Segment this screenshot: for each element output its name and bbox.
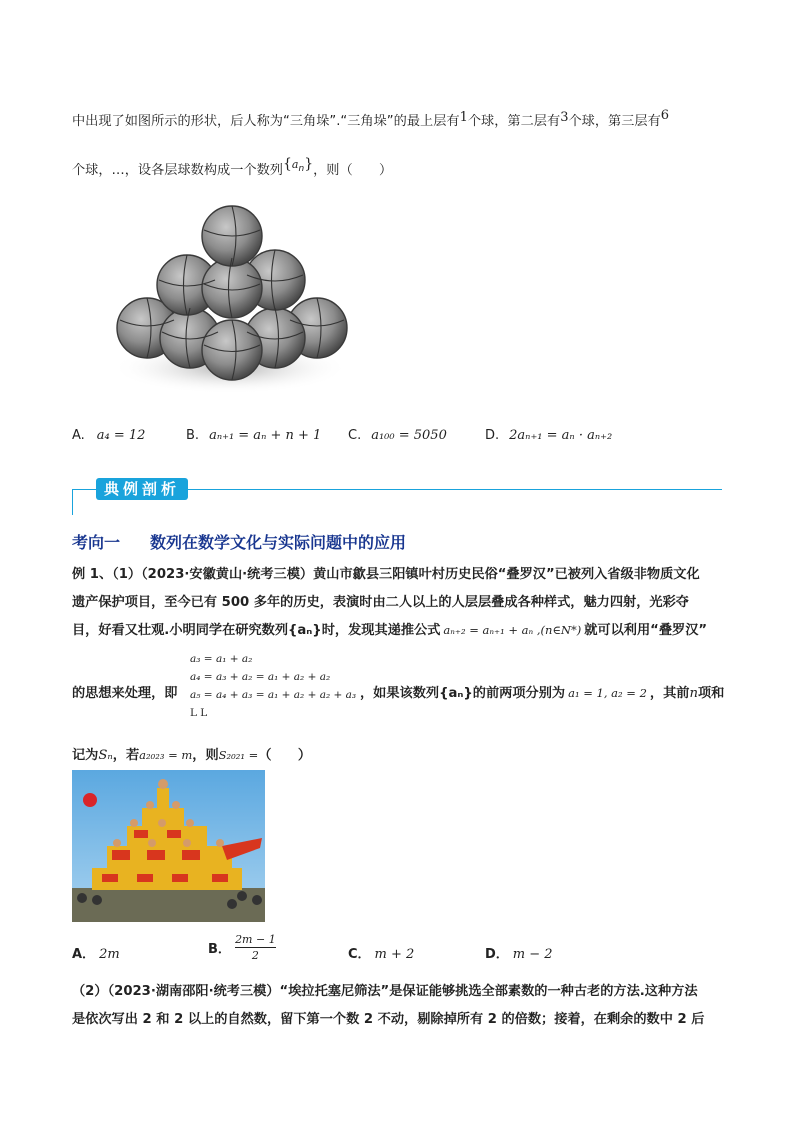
line4-text-c: 项和 <box>697 686 725 701</box>
fraction-numerator: 2m − 1 <box>235 933 276 946</box>
q1-option-c[interactable] <box>348 428 447 443</box>
line4-text-b: ，其前 <box>649 686 690 701</box>
option-expr: 2m <box>99 947 120 962</box>
num-one: 1 <box>459 110 468 125</box>
seq-brace-open: { <box>283 156 292 172</box>
equation-block <box>190 650 356 722</box>
q2-option-b[interactable] <box>208 933 276 962</box>
intro-text-d: 个球，…，设各层球数构成一个数列 <box>72 163 283 178</box>
sum-symbol: Sₙ <box>98 748 113 763</box>
query-formula: S₂₀₂₁ = <box>218 748 259 762</box>
section-tag <box>96 478 188 499</box>
intro-text-a: 中出现了如图所示的形状，后人称为“三角垛”.“三角垛”的最上层有 <box>72 114 460 129</box>
q1-option-a[interactable] <box>72 428 145 443</box>
line5-mid: ，若 <box>112 748 140 763</box>
q2-option-c[interactable] <box>348 943 414 962</box>
option-key: A. <box>72 428 85 443</box>
example1-line-2: 遗产保护项目，至今已有 500 多年的历史，表演时由二人以上的人层层叠成各种样式，魅力四射，光彩夺 <box>72 595 689 610</box>
line5-mid2: ，则 <box>192 748 219 763</box>
seq-symbol: a <box>291 158 299 171</box>
seq-subscript: n <box>298 164 305 174</box>
equation-2: a₄ = a₃ + a₂ = a₁ + a₂ + a₂ <box>190 671 331 683</box>
heading-part-2: 数列在数学文化与实际问题中的应用 <box>150 533 407 552</box>
topic-heading <box>72 530 406 553</box>
condition-formula: a₂₀₂₃ = m <box>139 748 193 762</box>
option-fraction <box>235 933 276 962</box>
line5-prefix: 记为 <box>72 748 99 763</box>
option-expr: a₄ = 12 <box>96 428 146 443</box>
line3-prefix: 目，好看又壮观.小明同学在研究数列{aₙ}时，发现其递推公式 <box>72 623 441 638</box>
num-six: 6 <box>660 108 670 123</box>
equation-ellipsis: L L <box>190 707 208 719</box>
equation-1: a₃ = a₁ + a₂ <box>190 653 253 665</box>
q2-option-a[interactable] <box>72 943 120 962</box>
option-expr: m − 2 <box>512 947 553 962</box>
option-key: C． <box>348 947 371 962</box>
equation-3: a₅ = a₄ + a₃ = a₁ + a₂ + a₂ + a₃ <box>190 689 357 701</box>
option-expr: aₙ₊₁ = aₙ + n + 1 <box>209 428 322 443</box>
intro-line-2 <box>72 156 392 178</box>
example1-line-1: 例 1、（1）（2023·安徽黄山·统考三模）黄山市歙县三阳镇叶村历史民俗“叠罗汉”已被列入省级非物质文化 <box>72 567 700 582</box>
option-key: D． <box>485 947 509 962</box>
intro-line-1 <box>72 108 669 129</box>
example1-line-5 <box>72 744 311 763</box>
option-expr: m + 2 <box>374 947 415 962</box>
initial-terms: a₁ = 1, a₂ = 2 <box>568 686 647 700</box>
line3-suffix: 就可以利用“叠罗汉” <box>584 623 708 638</box>
section-tag-label: 典例剖析 <box>96 478 188 500</box>
section-bracket <box>72 489 79 515</box>
intro-text-e: ，则（ ） <box>313 163 393 178</box>
q1-option-d[interactable] <box>485 428 612 443</box>
fraction-denominator: 2 <box>251 949 259 962</box>
q1-option-b[interactable] <box>186 428 321 443</box>
q2-option-d[interactable] <box>485 943 553 962</box>
option-key: D. <box>485 428 500 443</box>
intro-text-c: 个球，第三层有 <box>568 114 661 129</box>
recurrence-formula: aₙ₊₂ = aₙ₊₁ + aₙ ,(n∈N*) <box>443 623 582 637</box>
basketball-pyramid-image <box>110 200 350 400</box>
line5-suffix: （ ） <box>258 748 312 763</box>
human-pyramid-photo <box>72 770 265 922</box>
part2-line-1: （2）（2023·湖南邵阳·统考三模）“埃拉托塞尼筛法”是保证能够挑选全部素数的一种古老的方法.这种方法 <box>72 984 698 999</box>
line4-n: n <box>689 686 698 701</box>
example1-line-4-prefix: 的思想来处理，即 <box>72 686 178 701</box>
option-key: A． <box>72 947 96 962</box>
example1-line-4-suffix <box>360 682 724 701</box>
heading-part-1: 考向一 <box>72 533 121 552</box>
part2-line-2: 是依次写出 2 和 2 以上的自然数，留下第一个数 2 不动，剔除掉所有 2 的倍数；接着，在剩余的数中 2 后 <box>72 1012 705 1027</box>
seq-brace-close: } <box>304 156 314 172</box>
option-expr: 2aₙ₊₁ = aₙ · aₙ₊₂ <box>509 428 613 443</box>
option-key: B. <box>186 428 200 443</box>
example1-line-3 <box>72 619 707 638</box>
option-key: C. <box>348 428 362 443</box>
num-three: 3 <box>560 110 569 125</box>
intro-text-b: 个球，第二层有 <box>467 114 561 129</box>
option-expr: a₁₀₀ = 5050 <box>371 428 447 443</box>
line4-text-a: ，如果该数列{aₙ}的前两项分别为 <box>360 686 566 701</box>
option-key: B． <box>208 942 231 957</box>
